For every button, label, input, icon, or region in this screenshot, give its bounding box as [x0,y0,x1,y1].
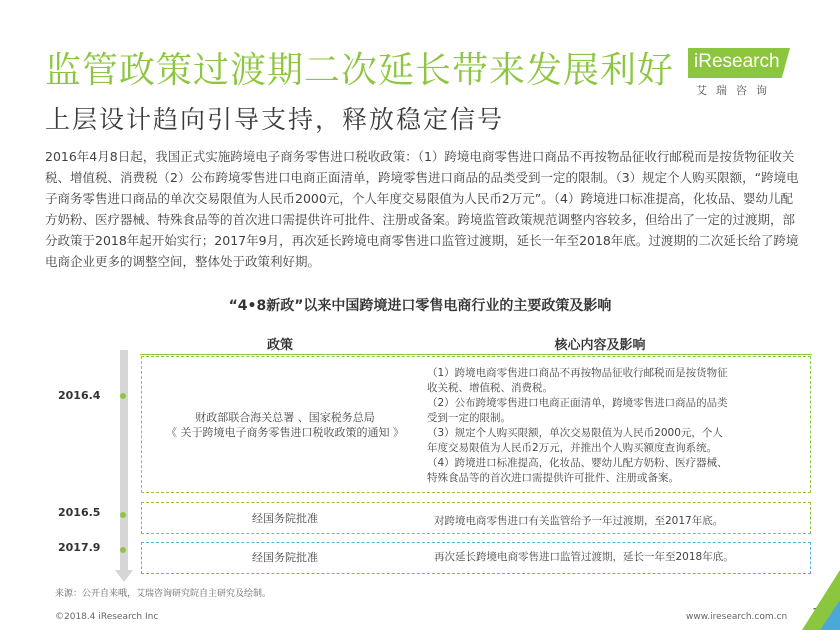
impact-line: 收关税、增值税、消费税。 [427,382,553,394]
page-title: 监管政策过渡期二次延长带来发展利好 [45,50,675,91]
iresearch-logo [688,48,808,98]
header-divider [140,354,812,355]
page-subtitle: 上层设计趋向引导支持，释放稳定信号 [45,105,505,134]
row-policy: 经国务院批准 [252,551,318,564]
timeline-dot [120,393,126,399]
logo-brand: iResearch [694,51,780,72]
impact-line: （2）公布跨境零售进口电商正面清单，跨境零售进口商品的品类 [427,397,728,409]
row-impact: 对跨境电商零售进口有关监管给予一年过渡期，至2017年底。 [434,515,724,527]
impact-line: 年度交易限值为人民币2万元，并推出个人购买额度查询系统。 [427,442,718,454]
intro-paragraph: 2016年4月8日起，我国正式实施跨境电子商务零售进口税收政策：（1）跨境电商零售进口商品不再按物品征收行邮税而是按货物征收关税、增值税、消费税（2）公布跨境零售进口电商正面清单，跨境零售进口商品的品类受到一定的限制。（3）规定个人购买限额，“跨境电子商务零售进口商品的单次交易限值为人民币2000元，个人年度交易限值为人民币2万元”。（4）跨境进口标准提高，化妆品、婴幼儿配方奶粉、医疗器械、特殊食品等的首次进口需提供许可批件、注册或备案。跨境监管政策规范调整内容较多，但给出了一定的过渡期，部分政策于2018年起开始实行；2017年9月，再次延长跨境电商零售进口监管过渡期，延长一年至2018年底。过渡期的二次延长给了跨境电商企业更多的调整空间，整体处于政策利好期。 [45,149,799,269]
footer-url[interactable]: www.iresearch.com.cn [686,612,788,622]
impact-line: 受到一定的限制。 [427,412,511,424]
source-note: 来源：公开自来哦，艾瑞咨询研究院自主研究及绘制。 [55,589,272,599]
impact-line: （1）跨境电商零售进口商品不再按物品征收行邮税而是按货物征 [427,367,728,379]
row-date: 2016.5 [58,506,101,519]
impact-line: 特殊食品等的首次进口需提供许可批件、注册或备案。 [427,472,679,484]
policy-line: 财政部联合海关总署 、国家税务总局 [195,411,375,424]
row-impact: 再次延长跨境电商零售进口监管过渡期，延长一年至2018年底。 [434,551,734,563]
row-policy [150,410,420,440]
timeline-bar [120,350,128,572]
row-impact [427,366,799,486]
row-policy: 经国务院批准 [252,512,318,525]
impact-line: （3）规定个人购买限额，单次交易限值为人民币2000元，个人 [427,427,723,439]
timeline-dot [120,512,126,518]
timeline-dot [120,547,126,553]
policy-line: 《 关于跨境电子商务零售进口税收政策的通知 》 [166,426,404,439]
row-date: 2017.9 [58,541,101,554]
table-title: “4•8新政”以来中国跨境进口零售电商行业的主要政策及影响 [228,298,612,314]
impact-line: （4）跨境进口标准提高，化妆品、婴幼儿配方奶粉、医疗器械、 [427,457,728,469]
row-date: 2016.4 [58,389,101,402]
logo-cn: 艾瑞咨询 [696,84,776,97]
column-header-impact: 核心内容及影响 [554,338,646,353]
footer-copyright: ©2018.4 iResearch Inc [55,612,159,622]
timeline-arrow-icon [115,570,133,582]
column-header-policy: 政策 [266,338,293,353]
